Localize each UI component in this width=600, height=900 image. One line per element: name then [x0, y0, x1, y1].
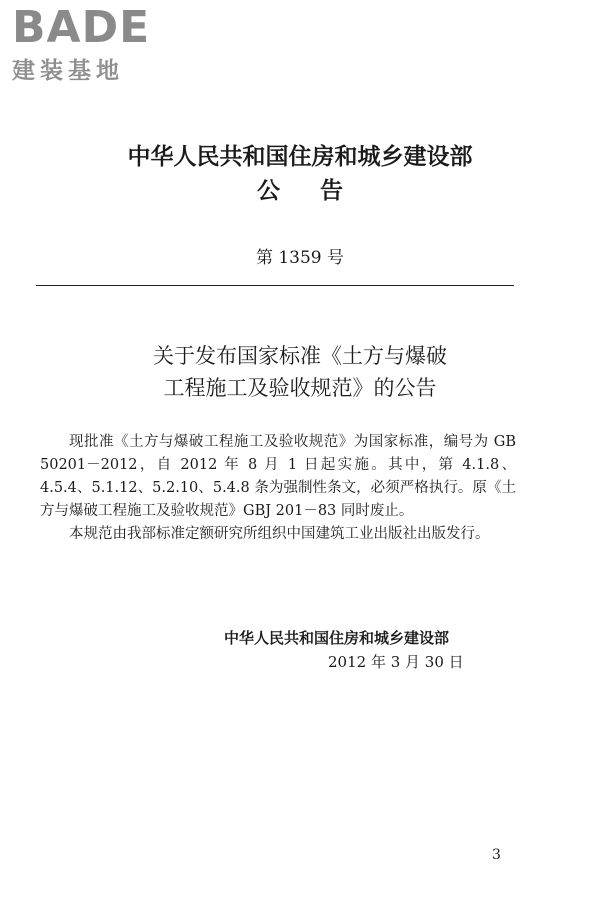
logo-tagline: 建装基地 — [12, 58, 124, 84]
bade-logo — [12, 4, 182, 86]
subject-line-2: 工程施工及验收规范》的公告 — [163, 376, 437, 400]
divider — [36, 285, 514, 286]
ministry-heading: 中华人民共和国住房和城乡建设部 — [127, 144, 473, 170]
announcement-body — [40, 431, 516, 546]
logo-wordmark: BADE — [12, 2, 151, 53]
body-paragraph-2: 本规范由我部标准定额研究所组织中国建筑工业出版社出版发行。 — [69, 526, 490, 542]
announcement-number: 第 1359 号 — [255, 248, 345, 268]
announcement-heading: 公告 — [257, 178, 383, 204]
body-paragraph-1: 现批准《土方与爆破工程施工及验收规范》为国家标准，编号为 GB 50201－2012，自 2012 年 8 月 1 日起实施。其中，第 4.1.8、4.5.4、5.1.12、5.2.10、5.4.8 条为强制性条文，必须严格执行。原《土方与爆破工程施工及验收规范》GBJ 201－83 同时废止。 — [40, 434, 516, 519]
subject-line-1: 关于发布国家标准《土方与爆破 — [153, 344, 447, 368]
page-number: 3 — [492, 847, 501, 863]
issue-date: 2012 年 3 月 30 日 — [328, 653, 464, 671]
announcement-subject — [0, 340, 600, 404]
issuer-signature: 中华人民共和国住房和城乡建设部 — [224, 629, 450, 647]
